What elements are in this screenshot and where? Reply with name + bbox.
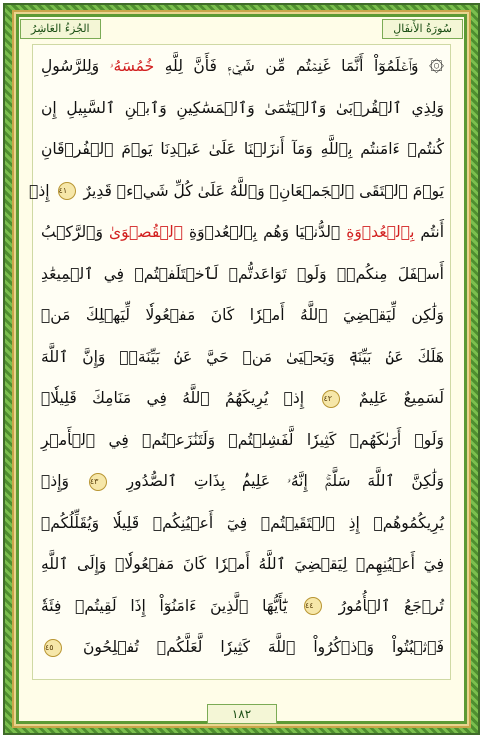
text-line xyxy=(41,508,444,538)
page-footer xyxy=(0,704,483,724)
verse-text: وَلَٰكِن لِّيَقۡضِيَ ٱللَّهُ أَمۡرٗا كَانَ مَفۡعُولٗا لِّيَهۡلِكَ مَنۡ xyxy=(41,306,444,324)
text-line xyxy=(41,217,444,247)
verse-text: أَنتُم xyxy=(414,223,444,241)
verse-text: ۞ وَٱعۡلَمُوٓاْ أَنَّمَا غَنِمۡتُم مِّن شَيۡءٖ فَأَنَّ لِلَّهِ xyxy=(154,57,445,75)
verse-text: إِذۡ يُرِيكَهُمُ ٱللَّهُ فِي مَنَامِكَ قَلِيلٗاۖ xyxy=(41,389,320,407)
text-line xyxy=(41,591,444,621)
verse-text: فَٱثۡبُتُواْ وَٱذۡكُرُواْ ٱللَّهَ كَثِيرٗا لَّعَلَّكُمۡ تُفۡلِحُونَ xyxy=(65,638,444,656)
verse-text: تُرۡجَعُ ٱلۡأُمُورُ xyxy=(324,596,444,615)
verse-text: لَسَمِيعٌ عَلِيمٌ xyxy=(343,389,445,407)
text-line xyxy=(41,549,444,579)
verse-text: يَوۡمَ ٱلۡتَقَى ٱلۡجَمۡعَانِۗ وَٱللَّهُ عَلَىٰ كُلِّ شَيۡءٖ قَدِيرٌ xyxy=(78,181,444,200)
verse-text: أَسۡفَلَ مِنكُمۡۚ وَلَوۡ تَوَاعَدتُّمۡ لَٱخۡتَلَفۡتُمۡ فِي ٱلۡمِيعَٰدِ xyxy=(41,264,444,283)
ayah-number-marker: ٤٢ xyxy=(322,390,340,408)
text-line xyxy=(41,134,444,164)
text-line xyxy=(41,632,444,662)
text-line xyxy=(41,300,444,330)
verse-text: وَلَٰكِنَّ ٱللَّهَ سَلَّمَۚ إِنَّهُۥ عَلِيمُۢ بِذَاتِ ٱلصُّدُورِ xyxy=(109,472,444,490)
text-line xyxy=(41,466,444,496)
quran-text-area xyxy=(29,44,451,680)
ayah-number-marker: ٤١ xyxy=(58,182,76,200)
verse-text: ٱلدُّنۡيَا وَهُم بِٱلۡعُدۡوَةِ xyxy=(183,223,347,241)
verse-text: فِيٓ أَعۡيُنِهِمۡ لِيَقۡضِيَ ٱللَّهُ أَمۡرٗا كَانَ مَفۡعُولٗاۗ وَإِلَى ٱللَّهِ xyxy=(41,555,444,573)
verse-text: وَٱلرَّكۡبُ xyxy=(41,223,109,241)
verse-text: وَإِذۡ xyxy=(41,472,86,490)
text-line xyxy=(41,383,444,413)
ayah-number-marker: ٤٤ xyxy=(304,597,322,615)
page-header xyxy=(20,17,463,41)
text-line xyxy=(41,259,444,289)
text-line xyxy=(41,425,444,455)
surah-label: سُورَةُ الأَنفَالِ xyxy=(382,19,463,39)
page-number: ١٨٢ xyxy=(207,704,277,724)
ayah-number-marker: ٤٣ xyxy=(89,473,107,491)
verse-text: هَلَكَ عَنۢ بَيِّنَةٖ وَيَحۡيَىٰ مَنۡ حَيَّ عَنۢ بَيِّنَةٖۗ وَإِنَّ ٱللَّهَ xyxy=(41,347,444,366)
verse-text: يَٰٓأَيُّهَا ٱلَّذِينَ ءَامَنُوٓاْ إِذَا لَقِيتُمۡ فِئَةٗ xyxy=(41,596,301,615)
verse-text: وَلِلرَّسُولِ xyxy=(41,57,110,75)
highlighted-word: خُمُسَهُۥ xyxy=(109,57,155,75)
ayah-number-marker: ٤٥ xyxy=(44,639,62,657)
text-line xyxy=(41,342,444,372)
highlighted-word: ٱلۡقُصۡوَىٰ xyxy=(108,223,184,241)
verse-text: إِذۡ xyxy=(29,181,55,200)
text-line xyxy=(41,51,444,81)
verse-text: وَلَوۡ أَرَىٰكَهُمۡ كَثِيرٗا لَّفَشِلۡتُمۡ وَلَتَنَٰزَعۡتُمۡ فِي ٱلۡأَمۡرِ xyxy=(41,430,444,449)
verse-text: يُرِيكُمُوهُمۡ إِذِ ٱلۡتَقَيۡتُمۡ فِيٓ أَعۡيُنِكُمۡ قَلِيلٗا وَيُقَلِّلُكُمۡ xyxy=(41,513,444,532)
highlighted-word: بِٱلۡعُدۡوَةِ xyxy=(346,223,415,241)
verse-text: وَلِذِي ٱلۡقُرۡبَىٰ وَٱلۡيَتَٰمَىٰ وَٱلۡمَسَٰكِينِ وَٱبۡنِ ٱلسَّبِيلِ إِن xyxy=(41,98,444,117)
verse-text: كُنتُمۡ ءَامَنتُم بِٱللَّهِ وَمَآ أَنزَلۡنَا عَلَىٰ عَبۡدِنَا يَوۡمَ ٱلۡفُرۡقَانِ xyxy=(41,140,444,158)
text-line xyxy=(41,93,444,123)
juz-label: الجُزءُ العَاشِرُ xyxy=(20,19,101,39)
text-line xyxy=(29,176,444,206)
